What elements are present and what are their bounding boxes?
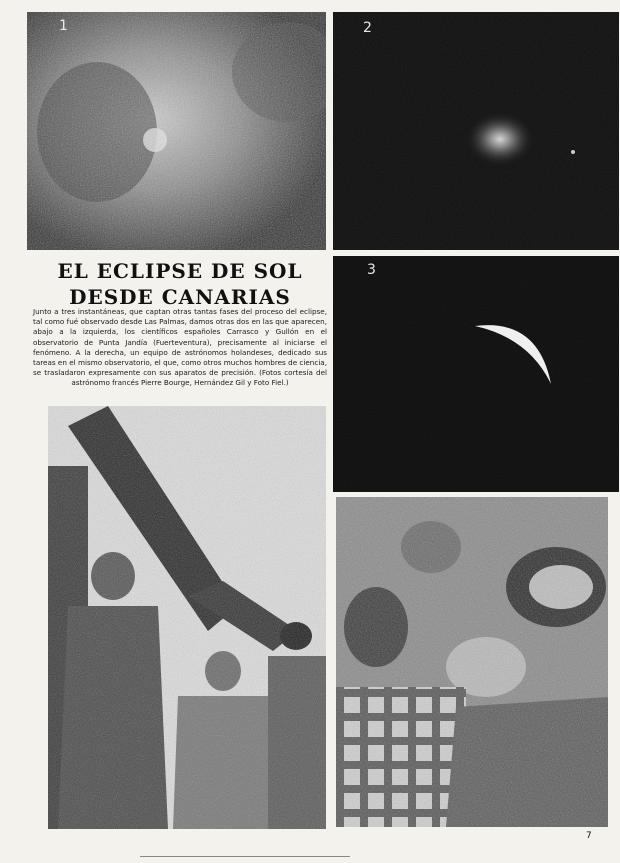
article-caption: Junto a tres instantáneas, que captan otras tantas fases del proceso del eclipse, tal como fué observado desde Las Palmas, damos otras dos en las que aparecen, abajo a la izquierda, los científicos españoles Carrasco y Gullón en el observatorio de Punta Jandía (Fuerteventura), precisamente al iniciarse el fenómeno. A la derecha, un equipo de astrónomos holandeses, dedicado sus tareas en el mismo observatorio, el que, como otros muchos hombres de ciencia, se trasladaron expresamente con sus aparatos de precisión. (Fotos cortesía del astrónomo francés Pierre Bourge, Hernández Gil y Foto Fiel.) [33,307,327,388]
photo-number-1: 1 [59,18,68,34]
scientists-telescope-photo [48,406,326,829]
article-headline: EL ECLIPSE DE SOL DESDE CANARIAS [57,259,303,309]
photo-number-3: 3 [367,262,376,278]
bottom-rule [140,856,350,857]
page-number: 7 [586,831,592,841]
photo-number-2: 2 [363,20,372,36]
eclipse-photo-1 [27,12,326,250]
astronomers-team-photo [336,497,608,827]
eclipse-photo-3 [333,256,619,492]
eclipse-photo-2 [333,12,619,250]
